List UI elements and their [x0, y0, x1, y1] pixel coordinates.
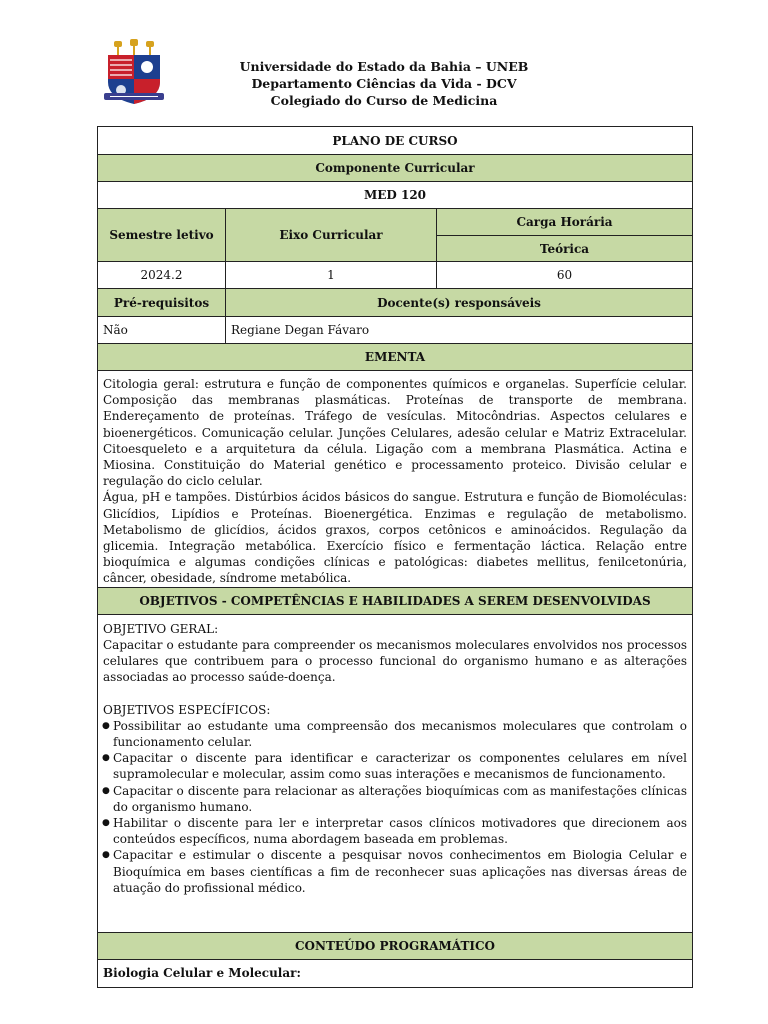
general-objective-text: Capacitar o estudante para compreender os mecanismos moleculares envolvidos nos processos celulares que contribuem para o processo funcional do organismo humano e as alterações associadas ao processo saúde-doença.	[103, 637, 687, 685]
department-name: Departamento Ciências da Vida - DCV	[251, 76, 517, 91]
component-label: Componente Curricular	[98, 155, 693, 182]
content-first-item: Biologia Celular e Molecular:	[98, 959, 693, 987]
ementa-header: EMENTA	[98, 344, 693, 371]
prereq-header: Pré-requisitos	[98, 289, 226, 317]
list-item: ● Capacitar o discente para relacionar as alterações bioquímicas com as manifestações clínicas do organismo humano.	[103, 783, 687, 815]
teachers-header: Docente(s) responsáveis	[226, 289, 693, 317]
course-name: Colegiado do Curso de Medicina	[270, 93, 498, 108]
list-item: ● Possibilitar ao estudante uma compreensão dos mecanismos moleculares que controlam o funcionamento celular.	[103, 718, 687, 750]
list-item: ● Capacitar o discente para identificar e caracterizar os componentes celulares em nível supramolecular e molecular, assim como suas interações e mecanismos de funcionamento.	[103, 750, 687, 782]
general-objective-label: OBJETIVO GERAL:	[103, 621, 219, 636]
university-name: Universidade do Estado da Bahia – UNEB	[239, 59, 529, 74]
specific-objectives-label: OBJETIVOS ESPECÍFICOS:	[103, 702, 271, 717]
axis-header: Eixo Curricular	[226, 209, 437, 262]
theoretical-header: Teórica	[437, 236, 693, 262]
objectives-header: OBJETIVOS - COMPETÊNCIAS E HABILIDADES A SEREM DESENVOLVIDAS	[98, 587, 693, 614]
ementa-paragraph: Citologia geral: estrutura e função de componentes químicos e organelas. Superfície celular. Composição das membranas plasmáticas. Proteínas de transporte de membrana. Endereçamento de proteínas. Tráfego de vesículas. Mitocôndrias. Aspectos celulares e bioenergéticos. Comunicação celular. Junções Celulares, adesão celular e Matriz Extracelular. Citoesqueleto e a arquitetura da célula. Ligação com a membrana Plasmática. Actina e Miosina. Constituição do Material genético e processamento proteico. Divisão celular e regulação do ciclo celular.	[103, 377, 687, 489]
list-item: ● Capacitar e estimular o discente a pesquisar novos conhecimentos em Biologia Celular e Bioquímica em bases científicas a fim de reconhecer suas aplicações nas diversas áreas de atuação do profissional médico.	[103, 847, 687, 896]
theoretical-value: 60	[437, 262, 693, 289]
specific-objectives-list	[103, 718, 687, 896]
ementa-paragraph: Água, pH e tampões. Distúrbios ácidos básicos do sangue. Estrutura e função de Biomoléculas: Glicídios, Lipídios e Proteínas. Bioenergética. Enzimas e regulação de metabolismo. Metabolismo de glicídios, ácidos graxos, corpos cetônicos e aminoácidos. Regulação da glicemia. Integração metabólica. Exercício físico e fermentação láctica. Relação entre bioquímica e algumas condições clínicas e patológicas: diabetes mellitus, fenilcetonúria, câncer, obesidade, síndrome metabólica.	[103, 490, 687, 586]
plan-title: PLANO DE CURSO	[98, 127, 693, 155]
course-plan-table	[97, 126, 693, 988]
list-item: ● Habilitar o discente para ler e interpretar casos clínicos motivadores que direcionem aos conteúdos específicos, numa abordagem baseada em problemas.	[103, 815, 687, 847]
semester-header: Semestre letivo	[98, 209, 226, 262]
teachers-value: Regiane Degan Fávaro	[226, 317, 693, 344]
institution-header	[0, 58, 768, 109]
workload-header: Carga Horária	[437, 209, 693, 236]
ementa-cell	[98, 371, 693, 588]
objectives-cell	[98, 614, 693, 932]
content-header: CONTEÚDO PROGRAMÁTICO	[98, 932, 693, 959]
axis-value: 1	[226, 262, 437, 289]
prereq-value: Não	[98, 317, 226, 344]
component-code: MED 120	[98, 182, 693, 209]
semester-value: 2024.2	[98, 262, 226, 289]
